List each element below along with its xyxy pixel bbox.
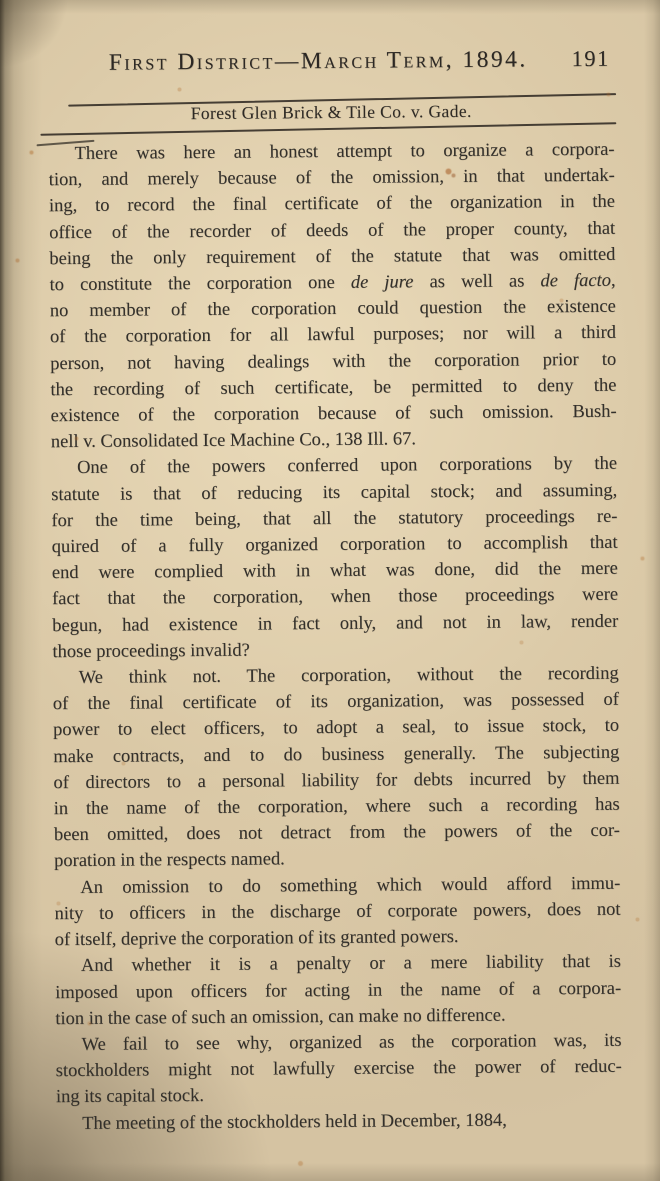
text-line: stockholders might not lawfully exercise the power of reduc-: [55, 1056, 622, 1082]
text-line: poration in the respects named.: [54, 849, 285, 872]
text-line: We think not. The corporation, without the recording: [78, 663, 619, 689]
text-line: those proceedings invalid?: [52, 640, 250, 663]
text-line: We fail to see why, organized as the corporation was, its: [81, 1030, 622, 1055]
running-title: First District—March Term, 1894.: [108, 46, 528, 76]
text-line: in the name of the corporation, where such a recording has: [53, 794, 620, 820]
text-segment: to constitute the corporation one: [49, 272, 351, 296]
italic-text: de facto: [540, 270, 612, 292]
text-line: of itself, deprive the corporation of its granted powers.: [54, 927, 459, 951]
text-line: tion, and merely because of the omission, in that undertak-: [48, 165, 615, 191]
paragraph: [54, 870, 621, 953]
text-line: office of the recorder of deeds of the proper county, that: [49, 218, 616, 243]
text-line: ing, to record the final certificate of the organization in the: [48, 192, 616, 217]
text-line: end were complied with in what was done, did the mere: [51, 558, 618, 584]
paragraph: [53, 661, 621, 875]
text-line: There was here an honest attempt to organize a corpora-: [74, 139, 615, 164]
paragraph: [55, 1028, 622, 1111]
text-line: statute is that of reducing its capital stock; and assuming,: [51, 480, 618, 505]
case-title: Forest Glen Brick & Tile Co. v. Gade.: [190, 100, 472, 124]
text-segment: as well as: [413, 271, 541, 293]
text-line: One of the powers conferred upon corporations by the: [76, 454, 618, 479]
text-line: been omitted, does not detract from the powers of the cor-: [53, 821, 620, 846]
text-line: power to elect officers, to adopt a seal, to issue stock, to: [53, 716, 620, 741]
text-line: imposed upon officers for acting in the name of a corpora-: [55, 978, 622, 1003]
italic-text: de jure: [350, 272, 414, 293]
text-line: ing its capital stock.: [55, 1086, 205, 1108]
text-line: An omission to do something which would afford immu-: [80, 873, 621, 898]
text-line: And whether it is a penalty or a mere liability that is: [80, 952, 622, 977]
page-number: 191: [571, 45, 610, 72]
text-line: of the corporation for all lawful purposes; nor will a third: [49, 323, 617, 348]
text-line: of directors to a personal liability for debts incurred by them: [53, 768, 620, 794]
body-text: [48, 137, 622, 1137]
text-line: of the final certificate of its organization, was possessed of: [52, 690, 619, 715]
paragraph: [51, 451, 619, 665]
text-line: tion in the case of such an omission, can make no difference.: [55, 1005, 506, 1029]
text-line: fact that the corporation, when those proceedings were: [51, 585, 619, 610]
text-line: make contracts, and to do business generally. The subjecting: [53, 742, 620, 767]
text-line: no member of the corporation could question the existence: [49, 296, 616, 322]
text-line: begun, had existence in fact only, and not in law, render: [52, 611, 619, 636]
text-line: the recording of such certificate, be permitted to deny the: [50, 375, 617, 401]
paragraph: [56, 1106, 622, 1137]
paragraph: [55, 949, 622, 1032]
paragraph: [48, 137, 616, 456]
text-line: quired of a fully organized corporation to accomplish that: [51, 532, 618, 558]
text-line: for the time being, that all the statutory proceedings re-: [51, 506, 618, 532]
text-line: nity to officers in the discharge of corporate powers, does not: [54, 899, 621, 925]
text-line: existence of the corporation because of such omission. Bush-: [50, 401, 617, 427]
page-header: [48, 46, 614, 86]
text-segment: ,: [610, 270, 616, 291]
text-line: nell v. Consolidated Ice Machine Co., 138 Ill. 67.: [50, 429, 417, 453]
text-line: being the only requirement of the statute that was omitted: [49, 244, 616, 270]
text-line: The meeting of the stockholders held in December, 1884,: [82, 1110, 507, 1134]
text-line: person, not having dealings with the corporation prior to: [50, 349, 617, 374]
